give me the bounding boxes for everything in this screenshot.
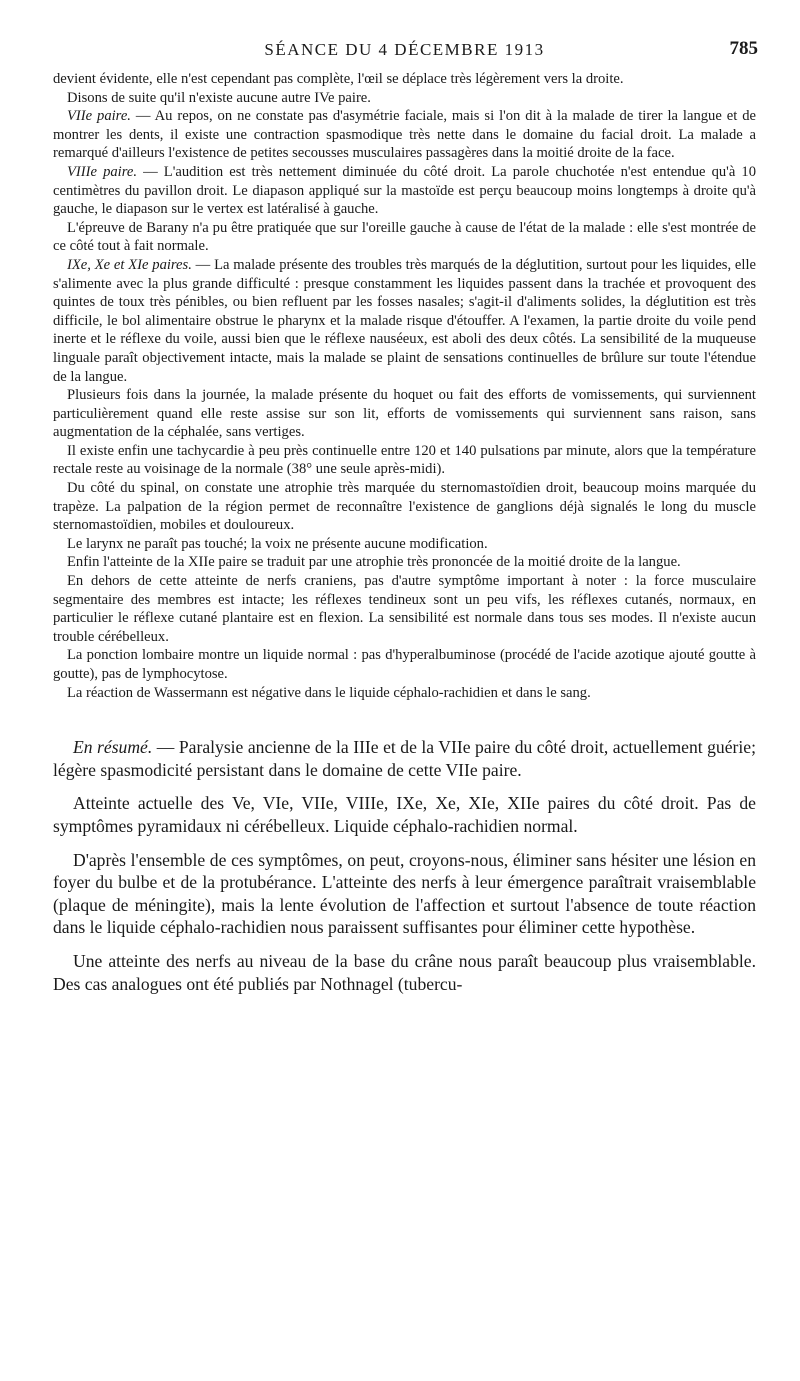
paragraph-text: La ponction lombaire montre un liquide normal : pas d'hyperalbuminose (procédé de l'acide azotique ajouté goutte à goutte), pas de lymphocytose. [53,647,756,682]
paragraph [53,442,756,479]
paragraph-text: Il existe enfin une tachycardie à peu près continuelle entre 120 et 140 pulsations par minute, alors que la température rectale reste au voisinage de la normale (38° une seule après-midi). [53,442,756,478]
paragraph-text: D'après l'ensemble de ces symptômes, on peut, croyons-nous, éliminer sans hésiter une lésion en foyer du bulbe et de la protubérance. L'atteinte des nerfs à leur émergence paraîtrait vraisemblable (plaque de méningite), mais la lente évolution de l'affection et surtout l'absence de toute réaction dans le liquide céphalo-rachidien nous paraissent suffisantes pour éliminer cette hypothèse. [53,849,756,938]
paragraph [53,553,756,572]
paragraph-text: La réaction de Wassermann est négative dans le liquide céphalo-rachidien et dans le sang. [67,684,591,701]
paragraph-text: Plusieurs fois dans la journée, la malade présente du hoquet ou fait des efforts de vomissements, qui surviennent particulièrement quand elle reste assise sur son lit, efforts de vomissements qui surviennent sans raison, sans augmentation de la céphalée, sans vertiges. [53,387,756,441]
paragraph [53,479,756,535]
paragraph [53,70,756,89]
paragraph-text: Disons de suite qu'il n'existe aucune autre IVe paire. [67,89,371,106]
paragraph-text: — L'audition est très nettement diminuée du côté droit. La parole chuchotée n'est entendue qu'à 10 centimètres du pavillon droit. Le diapason appliqué sur la mastoïde est perçu beaucoup moins longtemps à droite qu'à gauche, le diapason sur le vertex est latéralisé à gauche. [53,163,756,218]
paragraph-text: Atteinte actuelle des Ve, VIe, VIIe, VIIIe, IXe, Xe, XIe, XIIe paires du côté droit. Pas de symptômes pyramidaux ni cérébelleux. Liquide céphalo-rachidien normal. [53,793,756,836]
paragraph [53,256,756,386]
paragraph [53,386,756,442]
case-report-body [53,70,756,702]
paragraph-lead: VIIIe paire. [67,163,137,180]
paragraph-text: Du côté du spinal, on constate une atrophie très marquée du sternomastoïdien droit, beaucoup moins marquée du trapèze. La palpation de la région permet de reconnaître l'existence de ganglions déjà signalés le long du muscle sternomastoïdien, mobiles et douloureux. [53,480,756,534]
paragraph-lead: En résumé. [73,737,153,758]
running-title: SÉANCE DU 4 DÉCEMBRE 1913 [264,40,545,59]
paragraph [53,736,756,781]
paragraph [53,219,756,256]
paragraph-lead: IXe, Xe et XIe paires. [67,256,192,273]
paragraph-text: — Au repos, on ne constate pas d'asymétrie faciale, mais si l'on dit à la malade de tirer la langue et de montrer les dents, il existe une contraction spasmodique très nette dans le domaine du facial droit. La malade a remarqué d'ailleurs l'existence de petites secousses musculaires passagères dans la moitié droite de la face. [53,108,756,162]
paragraph [53,646,756,683]
discussion-body [53,736,756,995]
paragraph-text: Une atteinte des nerfs au niveau de la base du crâne nous paraît beaucoup plus vraisemblable. Des cas analogues ont été publiés par Nothnagel (tubercu- [53,950,756,994]
paragraph [53,572,756,646]
running-header [53,36,756,70]
paragraph-lead: VIIe paire. [67,108,131,125]
paragraph-text: devient évidente, elle n'est cependant pas complète, l'œil se déplace très légèrement vers la droite. [53,71,624,87]
paragraph-text: L'épreuve de Barany n'a pu être pratiquée que sur l'oreille gauche à cause de l'état de la malade : elle s'est montrée de ce côté tout à fait normale. [53,219,756,255]
paragraph [53,163,756,219]
paragraph-text: — Paralysie ancienne de la IIIe et de la VIIe paire du côté droit, actuellement guérie; légère spasmodicité persistant dans le domaine de cette VIIe paire. [53,737,756,780]
paragraph-text: En dehors de cette atteinte de nerfs craniens, pas d'autre symptôme important à noter : la force musculaire segmentaire des membres est intacte; les réflexes tendineux sont un peu vifs, les réflexes cutanés, normaux, en particulier le réflexe cutané plantaire est en flexion. La sensibilité est normale dans tous ses modes. Il n'existe aucun trouble cérébelleux. [53,573,756,645]
paragraph [53,792,756,837]
paragraph [53,684,756,703]
paragraph [53,849,756,939]
paragraph [53,950,756,995]
paragraph-text: — La malade présente des troubles très marqués de la déglutition, surtout pour les liquides, elle s'alimente avec la plus grande difficulté : presque constamment les liquides passent dans la trachée et provoquent des quintes de toux très pénibles, ou bien refluent par les fosses nasales; s'agit-il d'aliments solides, la déglutition est très difficile, le bol alimentaire obstrue le pharynx et la malade risque d'étouffer. A l'examen, la partie droite du voile pend inerte et le réflexe du voile, aussi bien que le réflexe nauséeux, est aboli des deux côtés. La sensibilité de la muqueuse linguale paraît objectivement intacte, mais la malade se plaint de sensations continuelles de brûlure sur toute l'étendue de la langue. [53,256,756,385]
page-number: 785 [729,38,758,59]
paragraph [53,89,756,108]
paragraph [53,535,756,554]
paragraph [53,107,756,163]
paragraph-text: Enfin l'atteinte de la XIIe paire se traduit par une atrophie très prononcée de la moitié droite de la langue. [67,554,681,571]
paragraph-text: Le larynx ne paraît pas touché; la voix ne présente aucune modification. [67,535,488,552]
